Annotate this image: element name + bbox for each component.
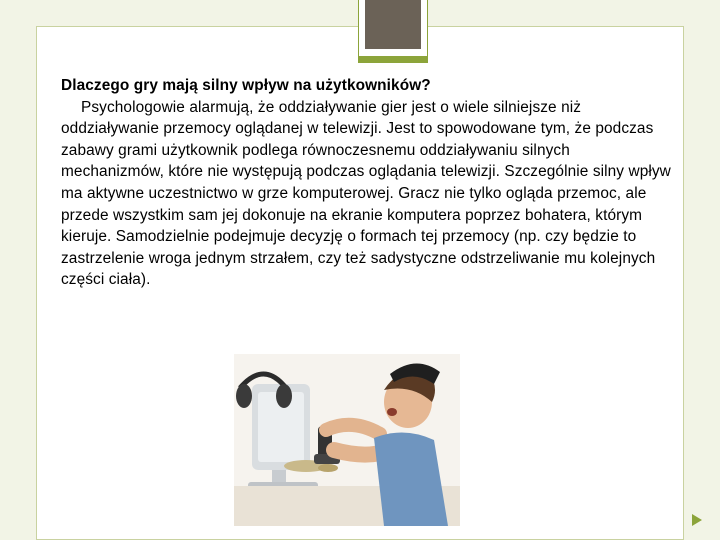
slide-heading: Dlaczego gry mają silny wpływ na użytkowników? [61,77,431,94]
gamer-photo [234,354,460,526]
gamer-illustration [234,354,460,526]
slide-body [61,75,671,291]
decorative-accent-bar [358,57,428,63]
decorative-tab-fill [365,0,421,49]
next-arrow-icon [692,514,702,526]
decorative-tab [358,0,428,57]
slide-paragraph: Psychologowie alarmują, że oddziaływanie gier jest o wiele silniejsze niż oddziaływanie przemocy oglądanej w telewizji. Jest to spowodowane tym, że podczas zabawy grami użytkownik podlega równoczesnemu oddziaływaniu silnych mechanizmów, które nie występują podczas oglądania telewizji. Szczególnie silny wpływ ma aktywne uczestnictwo w grze komputerowej. Gracz nie tylko ogląda przemoc, ale przede wszystkim sam jej dokonuje na ekranie komputera poprzez bohatera, którym kieruje. Samodzielnie podejmuje decyzję o formach tej przemocy (np. czy będzie to zastrzelenie wroga jednym strzałem, czy też sadystyczne odstrzeliwanie mu kolejnych części ciała). [61,98,671,289]
